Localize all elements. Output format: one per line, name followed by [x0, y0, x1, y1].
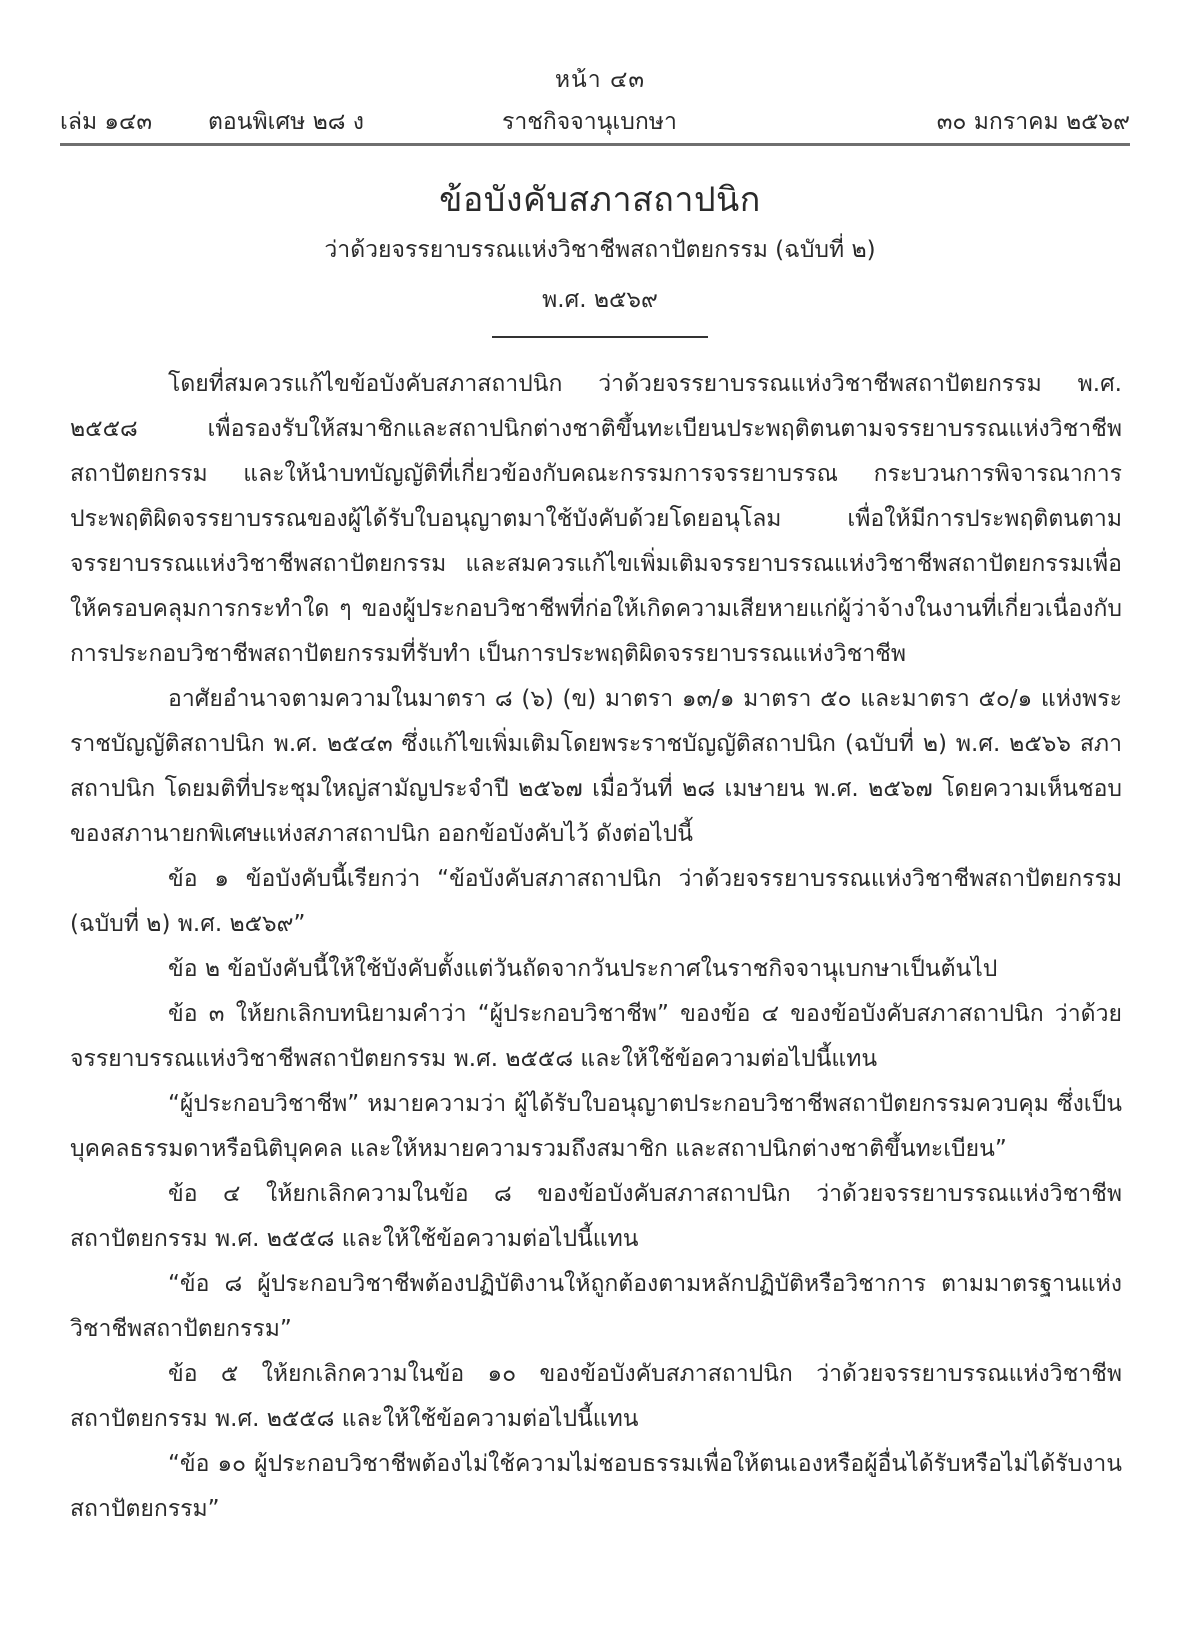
preamble-paragraph: โดยที่สมควรแก้ไขข้อบังคับสภาสถาปนิก ว่าด้วยจรรยาบรรณแห่งวิชาชีพสถาปัตยกรรม พ.ศ. ๒๕๕๘ เพื่อรองรับให้สมาชิกและสถาปนิกต่างชาติขึ้นทะเบียนประพฤติตนตามจรรยาบรรณแห่งวิชาชีพสถาปัตยกรรม และให้นำบทบัญญัติที่เกี่ยวข้องกับคณะกรรมการจรรยาบรรณ กระบวนการพิจารณาการประพฤติผิดจรรยาบรรณของผู้ได้รับใบอนุญาตมาใช้บังคับด้วยโดยอนุโลม เพื่อให้มีการประพฤติตนตามจรรยาบรรณแห่งวิชาชีพสถาปัตยกรรม และสมควรแก้ไขเพิ่มเติมจรรยาบรรณแห่งวิชาชีพสถาปัตยกรรมเพื่อให้ครอบคลุมการกระทำใด ๆ ของผู้ประกอบวิชาชีพที่ก่อให้เกิดความเสียหายแก่ผู้ว่าจ้างในงานที่เกี่ยวเนื่องกับการประกอบวิชาชีพสถาปัตยกรรมที่รับทำ เป็นการประพฤติผิดจรรยาบรรณแห่งวิชาชีพ: [70, 371, 1122, 667]
title-divider: [492, 336, 708, 338]
document-year: พ.ศ. ๒๕๖๙: [542, 287, 658, 313]
gazette-header: [60, 104, 1130, 140]
document-subtitle: ว่าด้วยจรรยาบรรณแห่งวิชาชีพสถาปัตยกรรม (ฉบับที่ ๒): [324, 237, 876, 263]
publication-name: ราชกิจจานุเบกษา: [502, 109, 677, 135]
document-body: [70, 362, 1122, 1532]
clause-4: ข้อ ๔ ให้ยกเลิกความในข้อ ๘ ของข้อบังคับสภาสถาปนิก ว่าด้วยจรรยาบรรณแห่งวิชาชีพสถาปัตยกรรม พ.ศ. ๒๕๕๘ และให้ใช้ข้อความต่อไปนี้แทน: [70, 1181, 1122, 1252]
header-divider: [60, 143, 1130, 146]
clause-1: ข้อ ๑ ข้อบังคับนี้เรียกว่า “ข้อบังคับสภาสถาปนิก ว่าด้วยจรรยาบรรณแห่งวิชาชีพสถาปัตยกรรม (ฉบับที่ ๒) พ.ศ. ๒๕๖๙”: [70, 866, 1122, 937]
page-number: หน้า ๔๓: [554, 67, 646, 93]
clause-3: ข้อ ๓ ให้ยกเลิกบทนิยามคำว่า “ผู้ประกอบวิชาชีพ” ของข้อ ๔ ของข้อบังคับสภาสถาปนิก ว่าด้วยจรรยาบรรณแห่งวิชาชีพสถาปัตยกรรม พ.ศ. ๒๕๕๘ และให้ใช้ข้อความต่อไปนี้แทน: [70, 1001, 1122, 1072]
document-title: ข้อบังคับสภาสถาปนิก: [439, 180, 761, 220]
clause-4-replacement: “ข้อ ๘ ผู้ประกอบวิชาชีพต้องปฏิบัติงานให้ถูกต้องตามหลักปฏิบัติหรือวิชาการ ตามมาตรฐานแห่งวิชาชีพสถาปัตยกรรม”: [70, 1271, 1122, 1342]
clause-2: ข้อ ๒ ข้อบังคับนี้ให้ใช้บังคับตั้งแต่วันถัดจากวันประกาศในราชกิจจานุเบกษาเป็นต้นไป: [168, 956, 998, 982]
clause-5-replacement: “ข้อ ๑๐ ผู้ประกอบวิชาชีพต้องไม่ใช้ความไม่ชอบธรรมเพื่อให้ตนเองหรือผู้อื่นได้รับหรือไม่ได้รับงานสถาปัตยกรรม”: [70, 1451, 1122, 1522]
authority-paragraph: อาศัยอำนาจตามความในมาตรา ๘ (๖) (ข) มาตรา ๑๓/๑ มาตรา ๕๐ และมาตรา ๕๐/๑ แห่งพระราชบัญญัติสถาปนิก พ.ศ. ๒๕๔๓ ซึ่งแก้ไขเพิ่มเติมโดยพระราชบัญญัติสถาปนิก (ฉบับที่ ๒) พ.ศ. ๒๕๖๖ สภาสถาปนิก โดยมติที่ประชุมใหญ่สามัญประจำปี ๒๕๖๗ เมื่อวันที่ ๒๘ เมษายน พ.ศ. ๒๕๖๗ โดยความเห็นชอบของสภานายกพิเศษแห่งสภาสถาปนิก ออกข้อบังคับไว้ ดังต่อไปนี้: [70, 686, 1122, 847]
section-number: ตอนพิเศษ ๒๘ ง: [208, 109, 365, 135]
publication-date: ๓๐ มกราคม ๒๕๖๙: [936, 109, 1130, 135]
clause-5: ข้อ ๕ ให้ยกเลิกความในข้อ ๑๐ ของข้อบังคับสภาสถาปนิก ว่าด้วยจรรยาบรรณแห่งวิชาชีพสถาปัตยกรรม พ.ศ. ๒๕๕๘ และให้ใช้ข้อความต่อไปนี้แทน: [70, 1361, 1122, 1432]
volume-number: เล่ม ๑๔๓: [60, 109, 153, 135]
clause-3-definition: “ผู้ประกอบวิชาชีพ” หมายความว่า ผู้ได้รับใบอนุญาตประกอบวิชาชีพสถาปัตยกรรมควบคุม ซึ่งเป็นบุคคลธรรมดาหรือนิติบุคคล และให้หมายความรวมถึงสมาชิก และสถาปนิกต่างชาติขึ้นทะเบียน”: [70, 1091, 1122, 1162]
